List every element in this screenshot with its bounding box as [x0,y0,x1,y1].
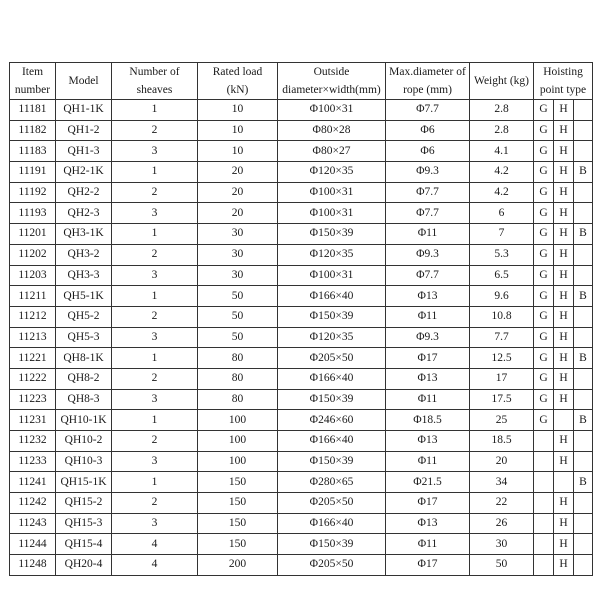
cell-sheaves: 2 [112,244,198,265]
cell-sheaves: 1 [112,224,198,245]
cell-sheaves: 1 [112,472,198,493]
table-row [10,327,593,348]
cell-hoisting-h: H [554,182,574,203]
cell-hoisting-h: H [554,286,574,307]
cell-weight: 4.2 [470,182,534,203]
cell-hoisting-g: G [534,368,554,389]
cell-item-number: 11203 [10,265,56,286]
cell-sheaves: 3 [112,451,198,472]
table-row [10,348,593,369]
header-hoisting-point-type: Hoisting point type [534,63,593,100]
cell-hoisting-b [574,534,593,555]
cell-model: QH10-1K [56,410,112,431]
cell-weight: 17 [470,368,534,389]
table-row [10,513,593,534]
header-rope-diameter: Max.diameter of rope (mm) [386,63,470,100]
cell-sheaves: 3 [112,203,198,224]
cell-outside-dimensions: Φ80×27 [278,141,386,162]
cell-outside-dimensions: Φ100×31 [278,265,386,286]
cell-item-number: 11232 [10,431,56,452]
cell-hoisting-h: H [554,389,574,410]
cell-hoisting-h: H [554,327,574,348]
cell-weight: 17.5 [470,389,534,410]
cell-rated-load: 10 [198,141,278,162]
cell-rope-diameter: Φ21.5 [386,472,470,493]
cell-hoisting-h: H [554,513,574,534]
cell-item-number: 11202 [10,244,56,265]
table-row [10,555,593,576]
cell-rope-diameter: Φ7.7 [386,100,470,121]
cell-rope-diameter: Φ17 [386,555,470,576]
cell-item-number: 11183 [10,141,56,162]
cell-outside-dimensions: Φ100×31 [278,203,386,224]
cell-weight: 30 [470,534,534,555]
cell-hoisting-b: B [574,286,593,307]
cell-weight: 34 [470,472,534,493]
cell-rope-diameter: Φ17 [386,348,470,369]
cell-item-number: 11182 [10,120,56,141]
table-row [10,244,593,265]
table-row [10,451,593,472]
cell-outside-dimensions: Φ246×60 [278,410,386,431]
cell-hoisting-b [574,513,593,534]
cell-hoisting-h: H [554,348,574,369]
cell-outside-dimensions: Φ120×35 [278,162,386,183]
cell-item-number: 11248 [10,555,56,576]
cell-weight: 22 [470,493,534,514]
cell-rated-load: 20 [198,182,278,203]
cell-outside-dimensions: Φ280×65 [278,472,386,493]
cell-rope-diameter: Φ11 [386,306,470,327]
cell-weight: 2.8 [470,100,534,121]
cell-rated-load: 20 [198,162,278,183]
cell-model: QH8-2 [56,368,112,389]
header-weight: Weight (kg) [470,63,534,100]
cell-outside-dimensions: Φ205×50 [278,348,386,369]
pulley-block-spec-sheet [9,62,592,576]
cell-weight: 6 [470,203,534,224]
cell-rated-load: 80 [198,368,278,389]
cell-outside-dimensions: Φ166×40 [278,431,386,452]
cell-hoisting-b [574,555,593,576]
cell-sheaves: 1 [112,162,198,183]
cell-sheaves: 2 [112,120,198,141]
cell-item-number: 11233 [10,451,56,472]
cell-hoisting-g: G [534,389,554,410]
cell-hoisting-h [554,410,574,431]
cell-hoisting-g [534,534,554,555]
cell-outside-dimensions: Φ150×39 [278,224,386,245]
cell-weight: 2.8 [470,120,534,141]
cell-outside-dimensions: Φ150×39 [278,534,386,555]
spec-table [9,62,593,576]
table-row [10,472,593,493]
cell-sheaves: 4 [112,534,198,555]
cell-hoisting-g: G [534,100,554,121]
table-body [10,100,593,576]
cell-rated-load: 150 [198,493,278,514]
cell-hoisting-g: G [534,224,554,245]
cell-model: QH3-3 [56,265,112,286]
cell-model: QH15-1K [56,472,112,493]
cell-hoisting-b: B [574,162,593,183]
cell-hoisting-g: G [534,244,554,265]
cell-sheaves: 3 [112,265,198,286]
cell-model: QH2-2 [56,182,112,203]
cell-sheaves: 3 [112,327,198,348]
cell-item-number: 11241 [10,472,56,493]
cell-item-number: 11212 [10,306,56,327]
table-row [10,431,593,452]
cell-rope-diameter: Φ17 [386,493,470,514]
cell-rated-load: 10 [198,120,278,141]
cell-rope-diameter: Φ13 [386,513,470,534]
cell-hoisting-h [554,472,574,493]
cell-rated-load: 20 [198,203,278,224]
cell-item-number: 11192 [10,182,56,203]
cell-model: QH1-2 [56,120,112,141]
cell-hoisting-b [574,493,593,514]
cell-weight: 10.8 [470,306,534,327]
cell-hoisting-g: G [534,162,554,183]
cell-hoisting-h: H [554,100,574,121]
cell-item-number: 11193 [10,203,56,224]
cell-rope-diameter: Φ13 [386,368,470,389]
table-row [10,224,593,245]
cell-hoisting-g: G [534,120,554,141]
cell-rated-load: 30 [198,244,278,265]
cell-weight: 7 [470,224,534,245]
cell-item-number: 11191 [10,162,56,183]
cell-rope-diameter: Φ11 [386,451,470,472]
cell-rated-load: 80 [198,389,278,410]
cell-outside-dimensions: Φ205×50 [278,555,386,576]
cell-weight: 5.3 [470,244,534,265]
cell-hoisting-h: H [554,368,574,389]
cell-model: QH2-1K [56,162,112,183]
cell-model: QH5-1K [56,286,112,307]
cell-sheaves: 2 [112,306,198,327]
table-row [10,141,593,162]
cell-hoisting-h: H [554,162,574,183]
cell-hoisting-h: H [554,265,574,286]
cell-rope-diameter: Φ7.7 [386,182,470,203]
cell-hoisting-h: H [554,451,574,472]
cell-model: QH15-3 [56,513,112,534]
cell-hoisting-g [534,451,554,472]
cell-rope-diameter: Φ7.7 [386,265,470,286]
cell-hoisting-h: H [554,306,574,327]
cell-weight: 20 [470,451,534,472]
table-row [10,162,593,183]
cell-rated-load: 100 [198,451,278,472]
cell-weight: 12.5 [470,348,534,369]
cell-hoisting-b [574,141,593,162]
header-rated-load: Rated load (kN) [198,63,278,100]
table-row [10,493,593,514]
cell-hoisting-g: G [534,410,554,431]
cell-model: QH8-1K [56,348,112,369]
cell-hoisting-b: B [574,472,593,493]
cell-rated-load: 100 [198,410,278,431]
cell-outside-dimensions: Φ120×35 [278,244,386,265]
cell-item-number: 11244 [10,534,56,555]
cell-item-number: 11242 [10,493,56,514]
cell-hoisting-g: G [534,182,554,203]
cell-rated-load: 50 [198,306,278,327]
cell-rope-diameter: Φ9.3 [386,327,470,348]
cell-rated-load: 150 [198,534,278,555]
cell-weight: 9.6 [470,286,534,307]
cell-sheaves: 2 [112,493,198,514]
cell-model: QH15-4 [56,534,112,555]
cell-hoisting-b [574,203,593,224]
cell-outside-dimensions: Φ100×31 [278,182,386,203]
table-row [10,286,593,307]
cell-hoisting-b [574,451,593,472]
cell-hoisting-g: G [534,327,554,348]
cell-hoisting-b [574,327,593,348]
cell-rated-load: 150 [198,472,278,493]
cell-sheaves: 2 [112,182,198,203]
cell-rated-load: 200 [198,555,278,576]
cell-hoisting-b [574,431,593,452]
cell-hoisting-g [534,431,554,452]
cell-sheaves: 1 [112,286,198,307]
cell-model: QH5-3 [56,327,112,348]
cell-item-number: 11211 [10,286,56,307]
cell-weight: 18.5 [470,431,534,452]
cell-hoisting-g: G [534,265,554,286]
cell-item-number: 11231 [10,410,56,431]
cell-sheaves: 3 [112,141,198,162]
cell-rated-load: 50 [198,327,278,348]
cell-rope-diameter: Φ13 [386,431,470,452]
cell-sheaves: 2 [112,431,198,452]
cell-sheaves: 3 [112,513,198,534]
cell-hoisting-g: G [534,286,554,307]
cell-hoisting-h: H [554,141,574,162]
table-row [10,100,593,121]
cell-outside-dimensions: Φ166×40 [278,286,386,307]
cell-hoisting-h: H [554,534,574,555]
table-row [10,120,593,141]
cell-outside-dimensions: Φ150×39 [278,451,386,472]
cell-sheaves: 1 [112,100,198,121]
cell-item-number: 11181 [10,100,56,121]
cell-rope-diameter: Φ7.7 [386,203,470,224]
cell-model: QH10-2 [56,431,112,452]
cell-rated-load: 50 [198,286,278,307]
cell-hoisting-g [534,472,554,493]
cell-model: QH20-4 [56,555,112,576]
cell-hoisting-h: H [554,244,574,265]
cell-model: QH5-2 [56,306,112,327]
cell-model: QH10-3 [56,451,112,472]
cell-item-number: 11243 [10,513,56,534]
table-row [10,306,593,327]
cell-hoisting-b [574,265,593,286]
cell-hoisting-g: G [534,203,554,224]
cell-weight: 25 [470,410,534,431]
header-item-number: Item number [10,63,56,100]
cell-model: QH3-1K [56,224,112,245]
cell-model: QH1-1K [56,100,112,121]
cell-rope-diameter: Φ9.3 [386,162,470,183]
cell-weight: 4.2 [470,162,534,183]
cell-rope-diameter: Φ18.5 [386,410,470,431]
table-row [10,265,593,286]
cell-outside-dimensions: Φ80×28 [278,120,386,141]
cell-hoisting-h: H [554,493,574,514]
cell-model: QH1-3 [56,141,112,162]
cell-outside-dimensions: Φ100×31 [278,100,386,121]
cell-hoisting-b: B [574,348,593,369]
cell-hoisting-h: H [554,224,574,245]
cell-rope-diameter: Φ6 [386,141,470,162]
cell-outside-dimensions: Φ150×39 [278,306,386,327]
cell-rope-diameter: Φ9.3 [386,244,470,265]
cell-model: QH2-3 [56,203,112,224]
cell-hoisting-g [534,555,554,576]
cell-model: QH3-2 [56,244,112,265]
cell-hoisting-g: G [534,306,554,327]
cell-hoisting-g [534,513,554,534]
cell-weight: 50 [470,555,534,576]
cell-outside-dimensions: Φ150×39 [278,389,386,410]
cell-rated-load: 80 [198,348,278,369]
table-row [10,182,593,203]
cell-sheaves: 1 [112,348,198,369]
cell-weight: 6.5 [470,265,534,286]
cell-sheaves: 4 [112,555,198,576]
cell-model: QH8-3 [56,389,112,410]
table-row [10,368,593,389]
table-row [10,203,593,224]
cell-rated-load: 150 [198,513,278,534]
cell-hoisting-b [574,244,593,265]
cell-rope-diameter: Φ11 [386,389,470,410]
table-row [10,410,593,431]
cell-sheaves: 2 [112,368,198,389]
cell-hoisting-b [574,368,593,389]
cell-sheaves: 1 [112,410,198,431]
cell-rope-diameter: Φ11 [386,534,470,555]
cell-item-number: 11213 [10,327,56,348]
cell-rope-diameter: Φ6 [386,120,470,141]
cell-outside-dimensions: Φ166×40 [278,368,386,389]
cell-weight: 4.1 [470,141,534,162]
cell-rated-load: 10 [198,100,278,121]
cell-hoisting-g: G [534,348,554,369]
cell-outside-dimensions: Φ205×50 [278,493,386,514]
header-outside-dimensions: Outside diameter×width(mm) [278,63,386,100]
header-sheaves: Number of sheaves [112,63,198,100]
cell-hoisting-h: H [554,120,574,141]
cell-item-number: 11201 [10,224,56,245]
cell-weight: 26 [470,513,534,534]
cell-outside-dimensions: Φ120×35 [278,327,386,348]
cell-rope-diameter: Φ13 [386,286,470,307]
cell-hoisting-b: B [574,224,593,245]
cell-hoisting-g [534,493,554,514]
cell-hoisting-h: H [554,431,574,452]
cell-hoisting-g: G [534,141,554,162]
header-row [10,63,593,100]
cell-hoisting-h: H [554,555,574,576]
cell-hoisting-b [574,100,593,121]
cell-item-number: 11221 [10,348,56,369]
cell-rated-load: 30 [198,265,278,286]
cell-outside-dimensions: Φ166×40 [278,513,386,534]
cell-hoisting-b [574,182,593,203]
cell-hoisting-b [574,389,593,410]
cell-rated-load: 100 [198,431,278,452]
cell-model: QH15-2 [56,493,112,514]
cell-weight: 7.7 [470,327,534,348]
header-model: Model [56,63,112,100]
cell-item-number: 11223 [10,389,56,410]
cell-sheaves: 3 [112,389,198,410]
cell-hoisting-b: B [574,410,593,431]
table-row [10,534,593,555]
cell-hoisting-b [574,120,593,141]
table-row [10,389,593,410]
cell-rated-load: 30 [198,224,278,245]
cell-rope-diameter: Φ11 [386,224,470,245]
cell-hoisting-h: H [554,203,574,224]
cell-hoisting-b [574,306,593,327]
cell-item-number: 11222 [10,368,56,389]
